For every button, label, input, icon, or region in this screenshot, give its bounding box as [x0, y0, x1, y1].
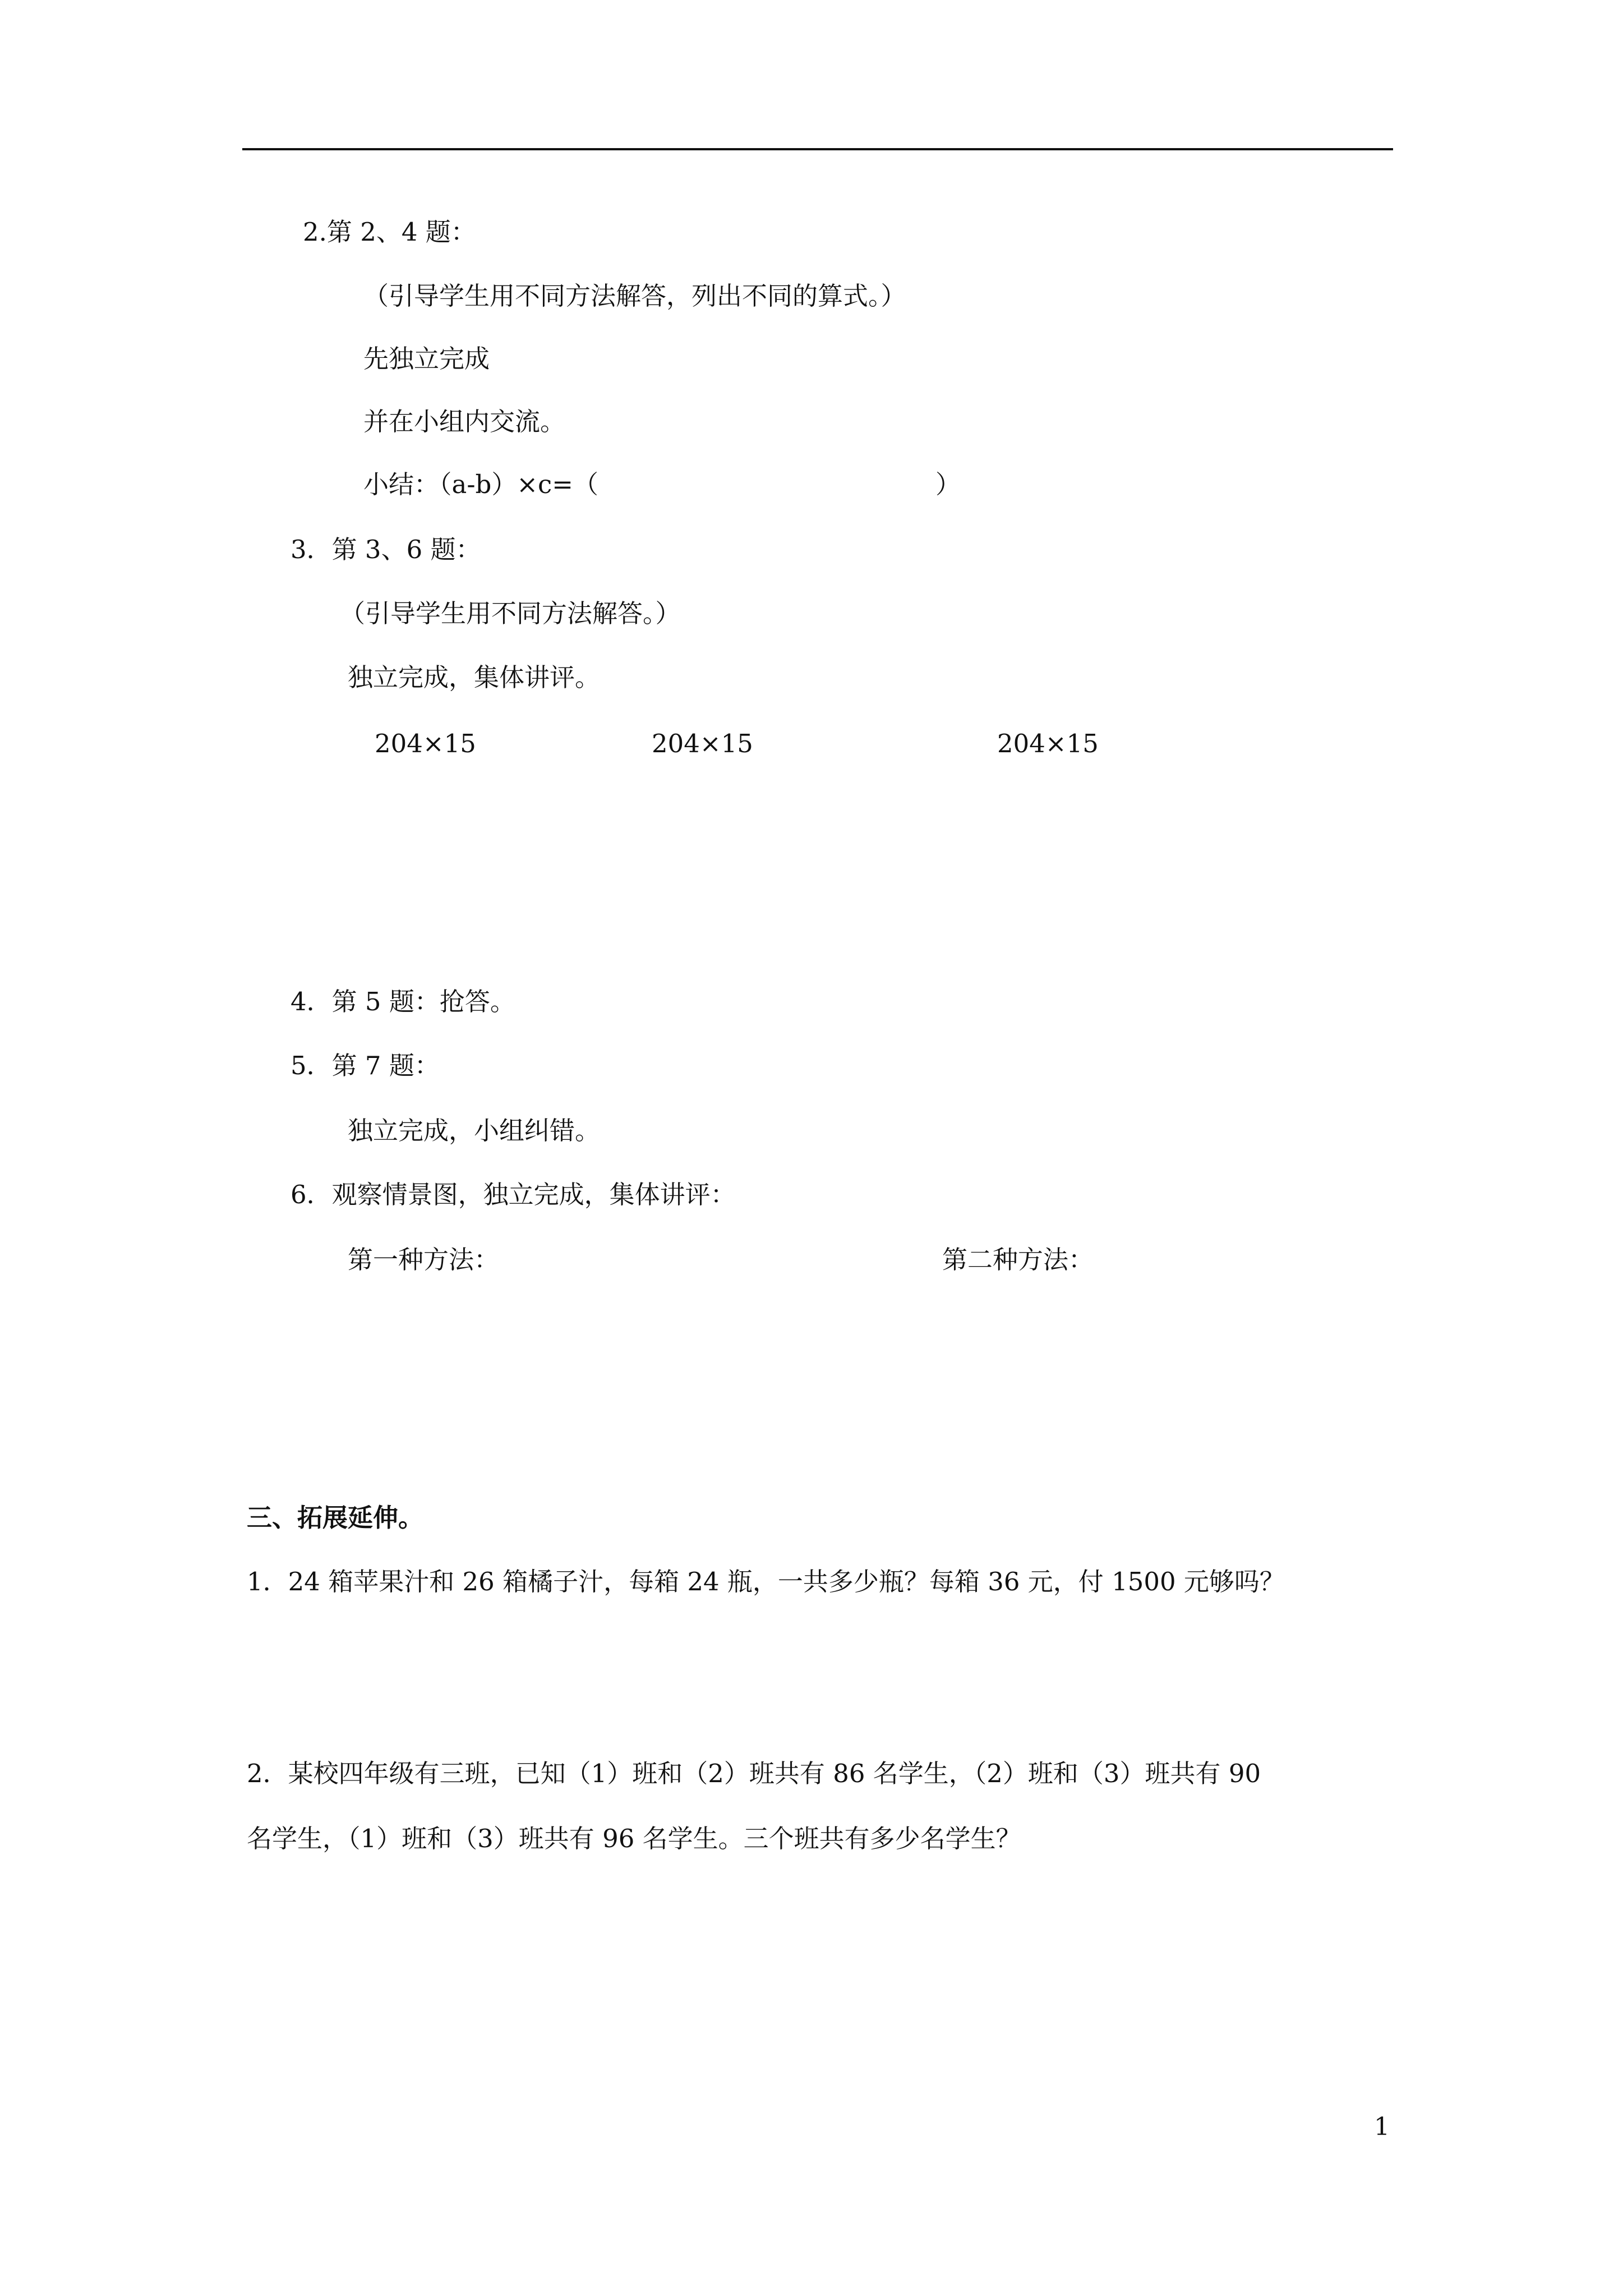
expression-3: 204×15	[997, 729, 1099, 758]
section-3-heading: 三、拓展延伸。	[247, 1503, 424, 1533]
method-1-label: 第一种方法：	[348, 1245, 500, 1274]
item-3-guide: （引导学生用不同方法解答。）	[340, 599, 681, 628]
header-rule	[242, 148, 1393, 150]
item-3-step: 独立完成，集体讲评。	[348, 662, 601, 692]
expression-2: 204×15	[652, 729, 753, 758]
item-2-step-1: 先独立完成	[363, 344, 490, 374]
extension-question-2-line-1: 2．某校四年级有三班，已知（1）班和（2）班共有 86 名学生，（2）班和（3）班共有 90	[247, 1759, 1261, 1788]
summary-formula-close: ）	[935, 470, 961, 499]
item-4-heading: 4．第 5 题：抢答。	[291, 987, 515, 1016]
expression-1: 204×15	[375, 729, 476, 758]
item-2-heading: 2.第 2、4 题：	[303, 217, 476, 247]
summary-formula: 小结：（a-b）×c=（	[363, 470, 598, 499]
item-5-heading: 5．第 7 题：	[291, 1051, 440, 1080]
item-2-guide: （引导学生用不同方法解答，列出不同的算式。）	[363, 281, 906, 311]
item-2-step-2: 并在小组内交流。	[363, 407, 566, 436]
method-2-label: 第二种方法：	[942, 1245, 1094, 1274]
page-number: 1	[1374, 2113, 1390, 2141]
item-3-heading: 3．第 3、6 题：	[291, 535, 481, 564]
extension-question-1: 1．24 箱苹果汁和 26 箱橘子汁，每箱 24 瓶，一共多少瓶？每箱 36 元，付 1500 元够吗？	[247, 1567, 1285, 1596]
item-5-step: 独立完成，小组纠错。	[348, 1116, 601, 1145]
extension-question-2-line-2: 名学生，（1）班和（3）班共有 96 名学生。三个班共有多少名学生？	[247, 1824, 1021, 1853]
item-6-heading: 6．观察情景图，独立完成，集体讲评：	[291, 1180, 736, 1209]
